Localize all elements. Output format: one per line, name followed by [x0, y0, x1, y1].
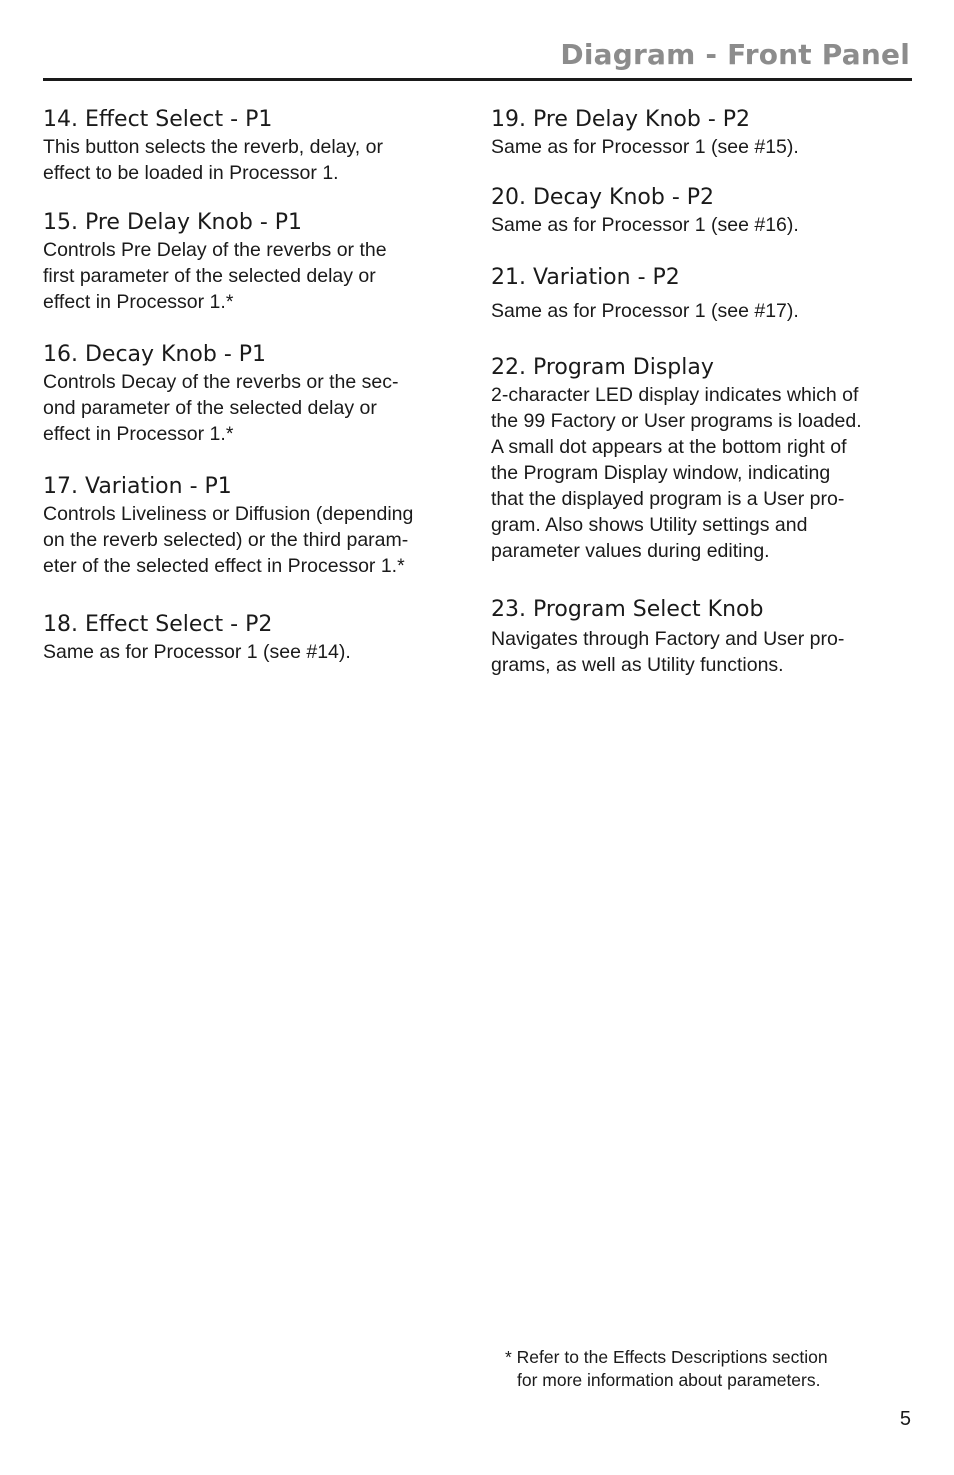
description-line: effect to be loaded in Processor 1.	[43, 162, 339, 184]
item-title: 17. Variation - P1	[43, 474, 232, 499]
description-line: the Program Display window, indicating	[491, 462, 831, 484]
item-title: 23. Program Select Knob	[491, 597, 764, 622]
description-line: on the reverb selected) or the third param-	[43, 529, 409, 551]
item-title: 19. Pre Delay Knob - P2	[491, 107, 751, 132]
footnote	[505, 1346, 905, 1392]
description-line: the 99 Factory or User programs is loaded.	[491, 410, 862, 432]
description-line: Same as for Processor 1 (see #14).	[43, 641, 351, 663]
item-effect-select-p2	[43, 611, 463, 665]
item-title: 20. Decay Knob - P2	[491, 185, 715, 210]
description-line: parameter values during editing.	[491, 540, 770, 562]
item-program-display	[491, 354, 916, 564]
description-line: gram. Also shows Utility settings and	[491, 514, 808, 536]
item-title: 16. Decay Knob - P1	[43, 342, 267, 367]
footnote-line: for more information about parameters.	[517, 1370, 821, 1390]
description-line: This button selects the reverb, delay, or	[43, 136, 383, 158]
item-description	[491, 626, 916, 678]
description-line: Controls Pre Delay of the reverbs or the	[43, 239, 387, 261]
item-description	[491, 212, 916, 238]
item-title: 21. Variation - P2	[491, 265, 680, 290]
description-line: that the displayed program is a User pro-	[491, 488, 845, 510]
description-line: Controls Decay of the reverbs or the sec-	[43, 371, 399, 393]
description-line: first parameter of the selected delay or	[43, 265, 376, 287]
description-line: ond parameter of the selected delay or	[43, 397, 377, 419]
page-number: 5	[899, 1408, 911, 1430]
item-effect-select-p1	[43, 106, 463, 186]
item-variation-p1	[43, 473, 463, 579]
item-title: 15. Pre Delay Knob - P1	[43, 210, 303, 235]
left-column	[43, 106, 463, 665]
item-pre-delay-knob-p2	[491, 106, 916, 160]
description-line: Same as for Processor 1 (see #15).	[491, 136, 799, 158]
description-line: effect in Processor 1.*	[43, 423, 234, 445]
right-column	[491, 106, 916, 678]
item-description	[43, 369, 463, 447]
page-header	[43, 30, 912, 81]
description-line: grams, as well as Utility functions.	[491, 654, 784, 676]
item-title: 18. Effect Select - P2	[43, 612, 273, 637]
item-description	[43, 237, 463, 315]
item-pre-delay-knob-p1	[43, 209, 463, 315]
item-description	[43, 639, 463, 665]
item-title: 14. Effect Select - P1	[43, 107, 273, 132]
description-line: Controls Liveliness or Diffusion (depending	[43, 503, 414, 525]
footnote-line: * Refer to the Effects Descriptions section	[505, 1347, 828, 1367]
item-description	[43, 501, 463, 579]
description-line: effect in Processor 1.*	[43, 291, 234, 313]
description-line: 2-character LED display indicates which of	[491, 384, 859, 406]
item-decay-knob-p2	[491, 184, 916, 238]
description-line: Same as for Processor 1 (see #16).	[491, 214, 799, 236]
item-description	[43, 134, 463, 186]
item-description	[491, 382, 916, 564]
item-program-select-knob	[491, 596, 916, 678]
item-description	[491, 134, 916, 160]
description-line: Same as for Processor 1 (see #17).	[491, 300, 799, 322]
description-line: A small dot appears at the bottom right of	[491, 436, 847, 458]
item-variation-p2	[491, 264, 916, 324]
item-title: 22. Program Display	[491, 355, 714, 380]
page-title: Diagram - Front Panel	[560, 38, 910, 71]
item-decay-knob-p1	[43, 341, 463, 447]
description-line: Navigates through Factory and User pro-	[491, 628, 845, 650]
description-line: eter of the selected effect in Processor 1.*	[43, 555, 405, 577]
item-description	[491, 298, 916, 324]
